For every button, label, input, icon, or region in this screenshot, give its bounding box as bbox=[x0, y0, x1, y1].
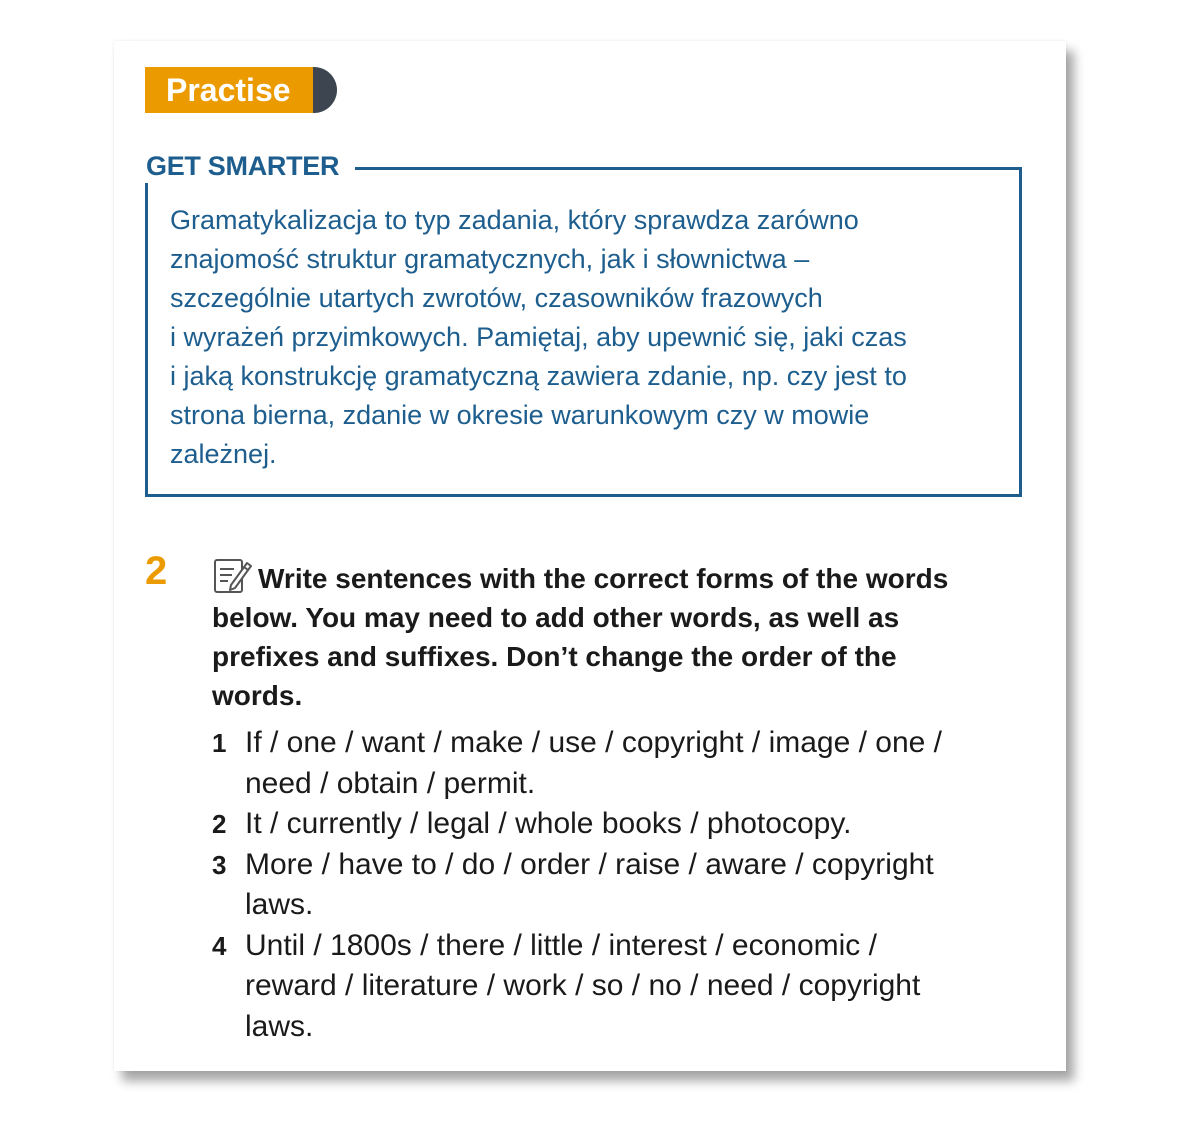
list-item bbox=[212, 804, 1042, 845]
exercise-card bbox=[114, 41, 1066, 1071]
item-text: need / obtain / permit. bbox=[245, 766, 536, 800]
badge-label: Practise bbox=[145, 67, 313, 113]
instruction-line: below. You may need to add other words, as well as bbox=[212, 602, 900, 633]
instruction-line-1 bbox=[212, 555, 1042, 598]
item-number: 2 bbox=[212, 809, 227, 839]
pencil-icon bbox=[212, 555, 252, 595]
exercise-number: 2 bbox=[145, 549, 168, 593]
item-text: If / one / want / make / use / copyright / image / one / bbox=[245, 726, 943, 759]
get-smarter-line: zależnej. bbox=[170, 439, 277, 469]
item-text: More / have to / do / order / raise / aware / copyright bbox=[245, 847, 934, 881]
list-item bbox=[212, 926, 1042, 1048]
get-smarter-line: strona bierna, zdanie w okresie warunkowym czy w mowie bbox=[170, 400, 870, 430]
list-item bbox=[212, 723, 1042, 804]
badge-tab bbox=[313, 67, 337, 113]
get-smarter-line: znajomość struktur gramatycznych, jak i słownictwa – bbox=[170, 244, 810, 274]
item-text: laws. bbox=[245, 888, 314, 921]
item-number: 3 bbox=[212, 849, 227, 880]
practise-badge bbox=[145, 67, 337, 113]
item-number: 4 bbox=[212, 930, 227, 961]
get-smarter-line: szczególnie utartych zwrotów, czasowników frazowych bbox=[170, 283, 823, 313]
instruction-line: words. bbox=[212, 680, 303, 711]
item-text: It / currently / legal / whole books / photocopy. bbox=[245, 807, 852, 840]
get-smarter-line: i wyrażeń przyimkowych. Pamiętaj, aby upewnić się, jaki czas bbox=[170, 322, 907, 352]
get-smarter-title: GET SMARTER bbox=[140, 149, 355, 183]
item-text: Until / 1800s / there / little / interest / economic / bbox=[245, 928, 877, 962]
item-text: reward / literature / work / so / no / need / copyright bbox=[245, 969, 921, 1002]
get-smarter-text bbox=[170, 201, 1000, 474]
list-item bbox=[212, 845, 1042, 926]
exercise-instruction bbox=[212, 555, 1042, 715]
get-smarter-line: i jaką konstrukcję gramatyczną zawiera zdanie, np. czy jest to bbox=[170, 361, 907, 391]
exercise-items bbox=[212, 723, 1042, 1047]
item-number: 1 bbox=[212, 728, 227, 758]
instruction-line: prefixes and suffixes. Don’t change the order of the bbox=[212, 641, 897, 672]
instruction-text: Write sentences with the correct forms of the words bbox=[258, 563, 949, 594]
get-smarter-line: Gramatykalizacja to typ zadania, który sprawdza zarówno bbox=[170, 205, 859, 235]
item-text: laws. bbox=[245, 1009, 314, 1043]
